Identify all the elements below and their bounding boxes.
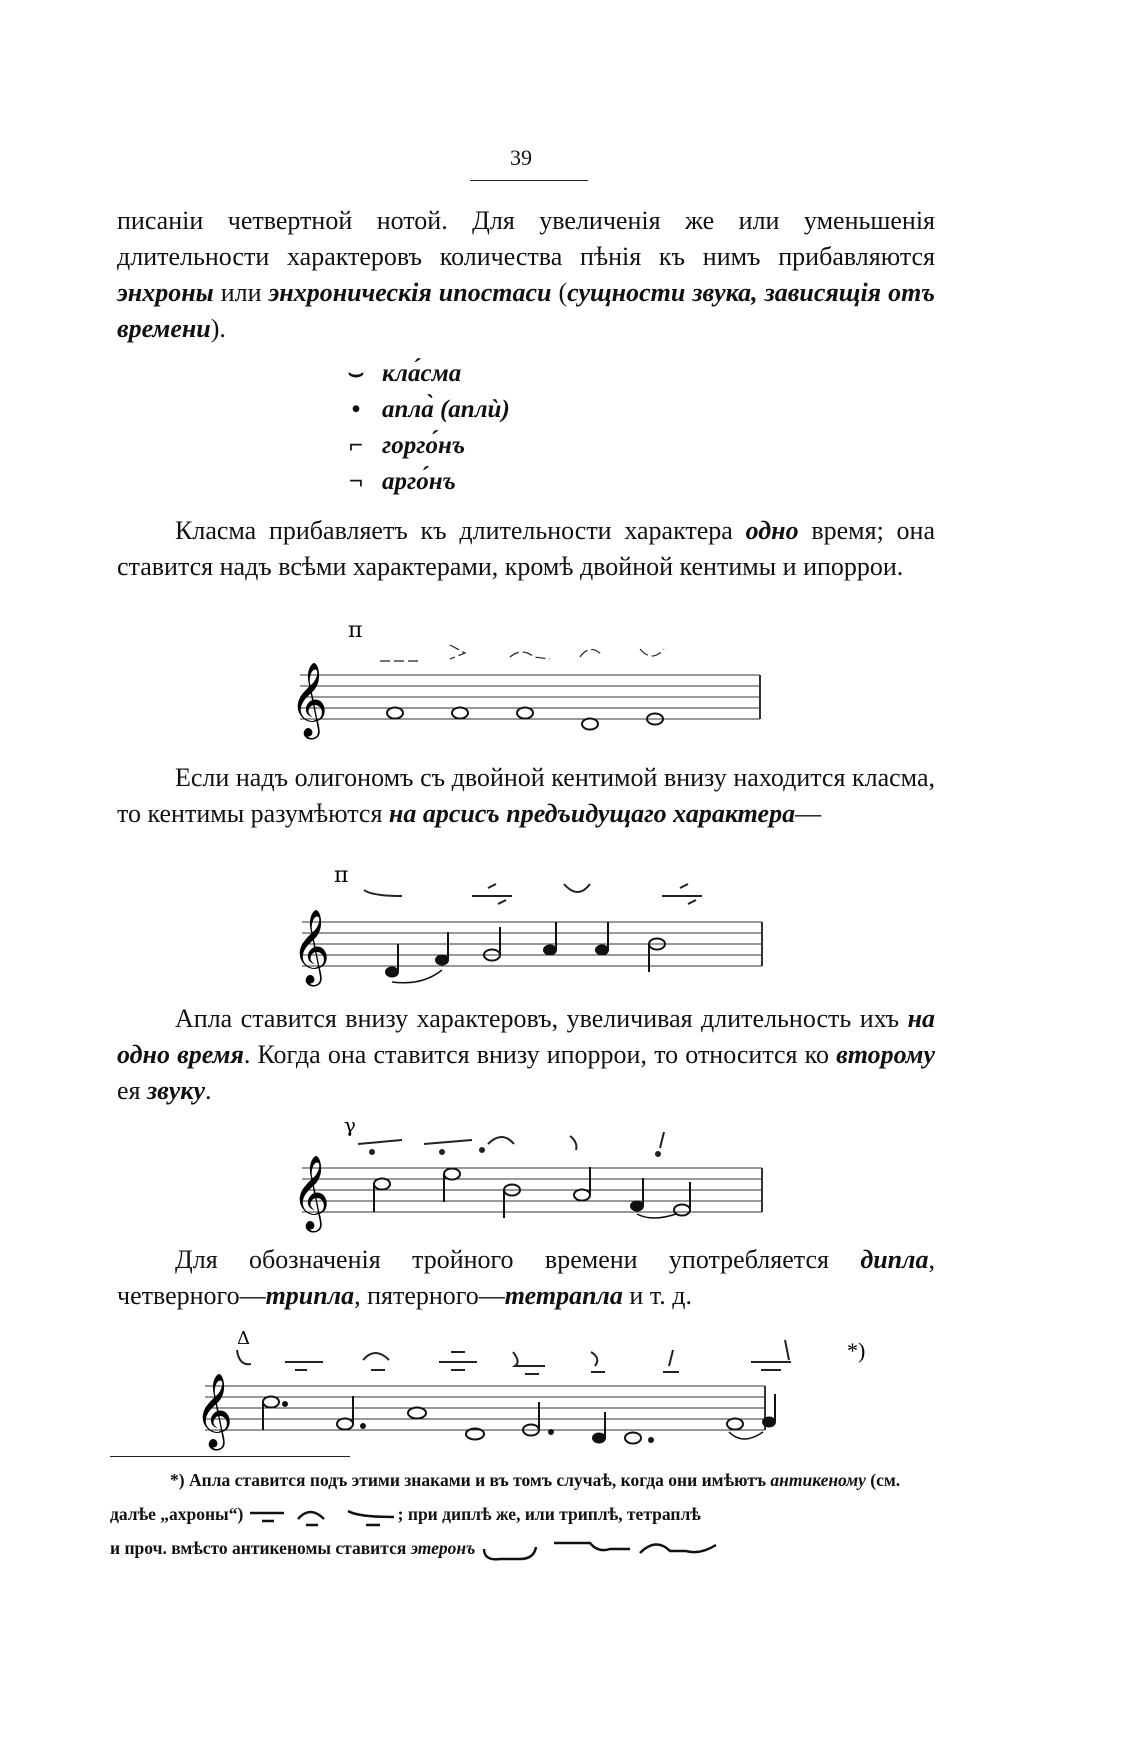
neume bbox=[285, 1362, 323, 1370]
footnote-rule bbox=[110, 1456, 350, 1457]
footnote-text: и проч. вмѣсто антикеномы ставится bbox=[110, 1538, 411, 1558]
legend-item-name: горго́нъ bbox=[382, 432, 466, 459]
neume bbox=[472, 884, 512, 904]
note bbox=[517, 708, 533, 719]
p2-text: Класма прибавляетъ къ длительности характера bbox=[175, 516, 746, 545]
martyria-sign: Δ bbox=[237, 1328, 250, 1349]
footnote-text: ; при диплѣ же, или триплѣ, тетраплѣ bbox=[397, 1504, 701, 1524]
note bbox=[436, 956, 448, 965]
p3-text: — bbox=[795, 799, 822, 828]
legend-item bbox=[340, 360, 640, 396]
neume bbox=[564, 884, 590, 892]
footnote-marker: *) bbox=[847, 1338, 866, 1363]
example-1-svg bbox=[290, 615, 770, 745]
p5-emphasis: трипла bbox=[265, 1281, 355, 1310]
heteron-neumes-icon bbox=[480, 1535, 740, 1565]
p4-text: Апла ставится внизу характеровъ, увеличивая длительность ихъ bbox=[175, 1004, 908, 1033]
note bbox=[408, 1408, 426, 1419]
neume bbox=[580, 649, 602, 657]
klasma-symbol: ⌣ bbox=[347, 360, 365, 387]
note bbox=[544, 946, 556, 955]
p5-emphasis: тетрапла bbox=[504, 1281, 623, 1310]
neume-row bbox=[358, 1132, 664, 1156]
header-rule bbox=[470, 180, 588, 181]
neume bbox=[439, 1352, 477, 1370]
p5-text: и т. д. bbox=[622, 1281, 692, 1310]
antikenoma-neumes-icon bbox=[248, 1503, 398, 1529]
music-example-4 bbox=[195, 1322, 895, 1452]
paragraph-5 bbox=[117, 1242, 935, 1314]
p3-emphasis: на арсисъ предъидущаго характера bbox=[388, 799, 796, 828]
example-3-svg bbox=[292, 1110, 772, 1240]
neume bbox=[662, 884, 702, 904]
neume bbox=[450, 645, 465, 659]
martyria-sign: γ bbox=[344, 1113, 356, 1137]
apla-symbol: • bbox=[351, 396, 361, 423]
neume bbox=[751, 1340, 791, 1370]
neume bbox=[513, 1352, 545, 1374]
enchrony-legend bbox=[340, 360, 640, 504]
footnote bbox=[110, 1463, 940, 1565]
note bbox=[727, 1419, 743, 1430]
argon-symbol: ¬ bbox=[348, 468, 364, 495]
page-number: 39 bbox=[510, 145, 532, 170]
treble-clef-icon: 𝄞 bbox=[290, 663, 328, 737]
neume bbox=[237, 1350, 251, 1364]
note bbox=[452, 708, 468, 719]
example-4-svg bbox=[195, 1322, 895, 1452]
paragraph-4 bbox=[117, 1001, 935, 1109]
p1-term-enchrony: энхроны bbox=[117, 278, 214, 307]
footnote-text: *) Апла ставится подъ этими знаками и въ томъ случаѣ, когда они имѣютъ bbox=[170, 1470, 771, 1490]
treble-clef-icon: 𝄞 bbox=[292, 1156, 330, 1230]
p5-emphasis: дипла bbox=[860, 1245, 929, 1274]
p1-text: писаніи четвертной нотой. Для увеличенія же или уменьшенія длительности характеровъ количества пѣнія къ нимъ прибавляются bbox=[117, 206, 935, 271]
paragraph-1 bbox=[117, 203, 935, 347]
staff-lines bbox=[302, 1168, 762, 1212]
p1-term-hypostases: энхроническія ипостаси bbox=[268, 278, 552, 307]
music-example-2 bbox=[292, 860, 772, 990]
neume bbox=[663, 1350, 679, 1372]
footnote-term: антикеному bbox=[770, 1470, 866, 1490]
neume bbox=[660, 1132, 664, 1148]
p4-text: . bbox=[205, 1076, 212, 1105]
martyria-sign: π bbox=[334, 863, 349, 888]
legend-item-name: апла̀ (аплѝ) bbox=[382, 396, 510, 423]
staff-lines bbox=[302, 922, 762, 966]
note bbox=[763, 1418, 775, 1427]
neume bbox=[364, 890, 402, 896]
p5-text: Для обозначенія тройного времени употребляется bbox=[175, 1245, 861, 1274]
note bbox=[631, 1202, 643, 1211]
neume bbox=[488, 1137, 514, 1144]
p4-emphasis: на одно время bbox=[117, 1004, 935, 1069]
note bbox=[387, 708, 403, 719]
note bbox=[582, 719, 598, 730]
p4-emphasis: звуку bbox=[147, 1076, 206, 1105]
note bbox=[574, 1190, 590, 1201]
paragraph-3 bbox=[117, 760, 935, 832]
martyria-sign: π bbox=[348, 618, 363, 643]
p2-emphasis: одно bbox=[745, 516, 799, 545]
p4-emphasis: второму bbox=[836, 1040, 935, 1069]
treble-clef-icon: 𝄞 bbox=[195, 1374, 233, 1448]
neume bbox=[510, 652, 550, 659]
note bbox=[337, 1419, 353, 1430]
neume-row bbox=[380, 645, 664, 661]
p4-text: ея bbox=[117, 1076, 147, 1105]
p5-text: , пятерного— bbox=[354, 1281, 505, 1310]
legend-item-name: арго́нъ bbox=[382, 468, 456, 495]
footnote-term: этеронъ bbox=[410, 1538, 476, 1558]
notes bbox=[374, 1167, 690, 1218]
staff-lines bbox=[300, 675, 760, 719]
note bbox=[263, 1397, 279, 1408]
legend-item bbox=[340, 396, 640, 432]
note bbox=[444, 1169, 460, 1180]
staff-lines bbox=[205, 1386, 765, 1430]
neume bbox=[640, 649, 664, 656]
note bbox=[374, 1179, 390, 1190]
note bbox=[674, 1205, 690, 1216]
p1-text: или bbox=[213, 278, 269, 307]
note bbox=[625, 1433, 641, 1444]
notes bbox=[386, 922, 665, 983]
neume bbox=[358, 1140, 402, 1144]
legend-item-name: кла́сма bbox=[382, 360, 462, 387]
note bbox=[593, 1434, 605, 1443]
p4-text: . Когда она ставится внизу ипоррои, то относится ко bbox=[243, 1040, 837, 1069]
p1-term-definition: сущности звука, зависящія отъ времени bbox=[117, 278, 935, 343]
neume bbox=[570, 1136, 576, 1150]
neume bbox=[363, 1353, 389, 1370]
note bbox=[596, 946, 608, 955]
neume bbox=[424, 1140, 472, 1144]
neume-row bbox=[237, 1340, 791, 1374]
legend-item bbox=[340, 468, 640, 504]
treble-clef-icon: 𝄞 bbox=[292, 910, 330, 984]
example-2-svg bbox=[292, 860, 772, 990]
p3-text: Если надъ олигономъ съ двойной кентимой внизу находится класма, то кентимы разумѣются bbox=[117, 763, 935, 828]
p1-text: ( bbox=[551, 278, 568, 307]
music-example-1 bbox=[290, 615, 770, 745]
neume-row bbox=[364, 884, 702, 904]
p2-text: время; она ставится надъ всѣми характерами, кромѣ двойной кентимы и ипоррои. bbox=[117, 516, 936, 581]
neume bbox=[591, 1352, 605, 1372]
p5-text: , четверного— bbox=[117, 1245, 935, 1310]
paragraph-2 bbox=[117, 513, 935, 585]
footnote-text: (см. далѣе „ахроны“) bbox=[110, 1470, 901, 1524]
gorgon-symbol: ⌐ bbox=[348, 432, 364, 459]
note bbox=[386, 968, 398, 977]
legend-item bbox=[340, 432, 640, 468]
music-example-3 bbox=[292, 1110, 772, 1240]
p1-text: ). bbox=[210, 314, 226, 343]
